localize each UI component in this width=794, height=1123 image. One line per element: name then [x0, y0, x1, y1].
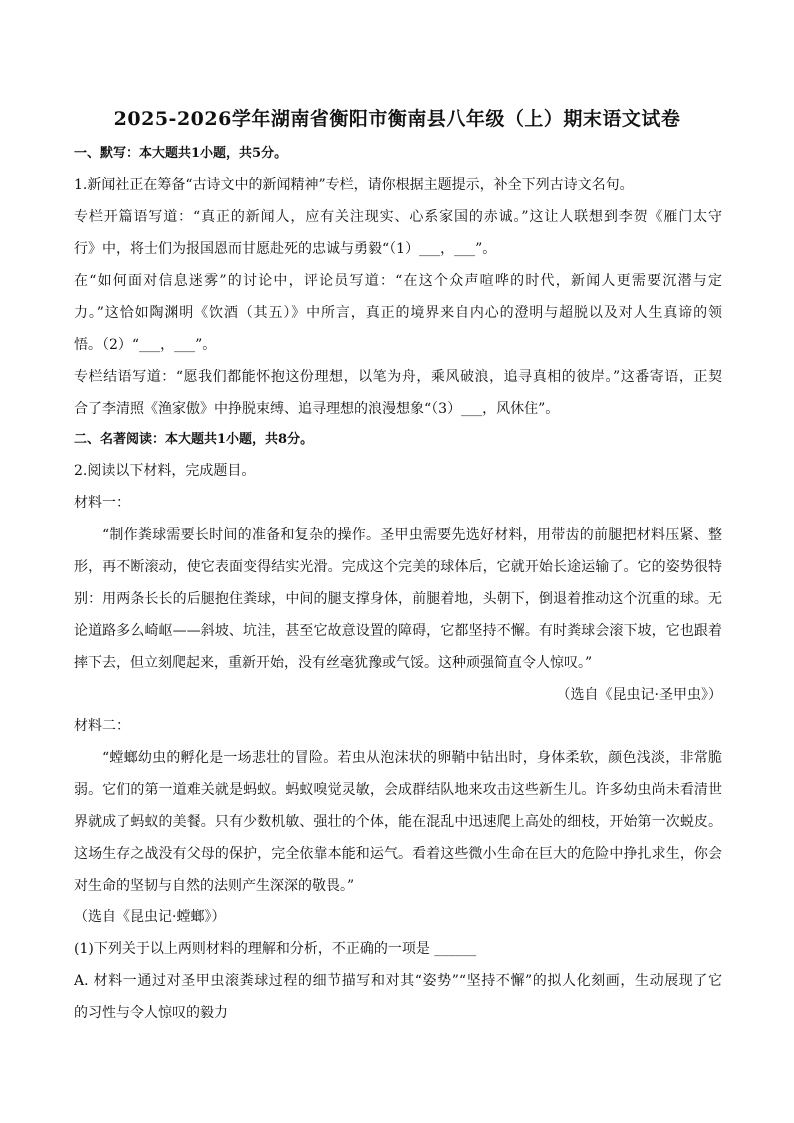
- exam-title: 2025-2026学年湖南省衡阳市衡南县八年级（上）期末语文试卷: [113, 108, 681, 130]
- section-1-heading: [74, 145, 722, 163]
- material-1-line-2: 形，再不断滚动，使它表面变得结实光滑。完成这个完美的球体后，它就开始长途运输了。它的姿势很特: [74, 559, 722, 575]
- material-2-line-5: 对生命的坚韧与自然的法则产生深深的敬畏。”: [74, 878, 355, 894]
- section-2-info: 本大题共1小题，共8分。: [165, 432, 314, 447]
- material-1-line-3: 别：用两条长长的后腿抱住粪球，中间的腿支撑身体，前腿着地，头朝下，倒退着推动这个沉重的球。无: [74, 591, 722, 607]
- material-2-line-1: “螳螂幼虫的孵化是一场悲壮的冒险。若虫从泡沫状的卵鞘中钻出时，身体柔软，颜色浅淡，非常脆: [102, 750, 722, 766]
- material-2-source: （选自《昆虫记·螳螂》）: [74, 909, 226, 925]
- q1-intro: 1.新闻社正在筹备“古诗文中的新闻精神”专栏，请你根据主题提示，补全下列古诗文名句。: [74, 177, 634, 193]
- section-2-heading: [74, 431, 722, 449]
- q1-paragraph-2-line-2: 力。”这恰如陶渊明《饮酒（其五）》中所言，真正的境界来自内心的澄明与超脱以及对人生真谛的领: [74, 305, 722, 321]
- q1-paragraph-1-line-1: 专栏开篇语写道：“真正的新闻人，应有关注现实、心系家国的赤诚。”这让人联想到李贺《雁门太守: [74, 209, 722, 225]
- q1-paragraph-3-line-1: 专栏结语写道：“愿我们都能怀抱这份理想，以笔为舟，乘风破浪，追寻真相的彼岸。”这番寄语，正契: [74, 369, 722, 385]
- material-2-line-2: 弱。它们的第一道难关就是蚂蚁。蚂蚁嗅觉灵敏，会成群结队地来攻击这些新生儿。许多幼虫尚未看清世: [74, 782, 722, 798]
- section-1-label: 一、默写：: [74, 146, 140, 161]
- material-2-line-3: 界就成了蚂蚁的美餐。只有少数机敏、强壮的个体，能在混乱中迅速爬上高处的细枝，开始第一次蜕皮。: [74, 814, 722, 830]
- q2-intro: 2.阅读以下材料，完成题目。: [74, 463, 256, 479]
- q1-paragraph-2-line-1: 在“如何面对信息迷雾”的讨论中，评论员写道：“在这个众声喧哗的时代，新闻人更需要沉潜与定: [74, 273, 722, 289]
- option-a-line-2: 的习性与令人惊叹的毅力: [74, 1005, 228, 1021]
- material-1-label: 材料一：: [74, 495, 130, 511]
- q1-paragraph-3-line-2: 合了李清照《渔家傲》中挣脱束缚、追寻理想的浪漫想象“（3）___，风休住”。: [74, 401, 560, 417]
- material-1-line-1: “制作粪球需要长时间的准备和复杂的操作。圣甲虫需要先选好材料，用带齿的前腿把材料压紧、整: [102, 527, 722, 543]
- section-1-info: 本大题共1小题，共5分。: [139, 146, 288, 161]
- q2-sub-question-1: (1)下列关于以上两则材料的理解和分析，不正确的一项是 ______: [74, 941, 477, 957]
- q1-paragraph-2-line-3: 悟。（2）“___，___”。: [74, 337, 217, 353]
- material-1-line-4: 论道路多么崎岖——斜坡、坑洼，甚至它故意设置的障碍，它都坚持不懈。有时粪球会滚下坡，它也跟着: [74, 623, 722, 639]
- q1-paragraph-1-line-2: 行》中，将士们为报国恩而甘愿赴死的忠诚与勇毅“（1）___，___”。: [74, 241, 497, 257]
- material-2-label: 材料二：: [74, 718, 130, 734]
- material-1-source: （选自《昆虫记·圣甲虫》）: [556, 687, 722, 703]
- material-2-line-4: 这场生存之战没有父母的保护，完全依靠本能和运气。看着这些微小生命在巨大的危险中挣扎求生，你会: [74, 846, 722, 862]
- option-a-line-1: A. 材料一通过对圣甲虫滚粪球过程的细节描写和对其“姿势”“坚持不懈”的拟人化刻画，生动展现了它: [74, 973, 722, 989]
- material-1-line-5: 摔下去，但立刻爬起来，重新开始，没有丝毫犹豫或气馁。这种顽强简直令人惊叹。”: [74, 655, 593, 671]
- section-2-label: 二、名著阅读：: [74, 432, 166, 447]
